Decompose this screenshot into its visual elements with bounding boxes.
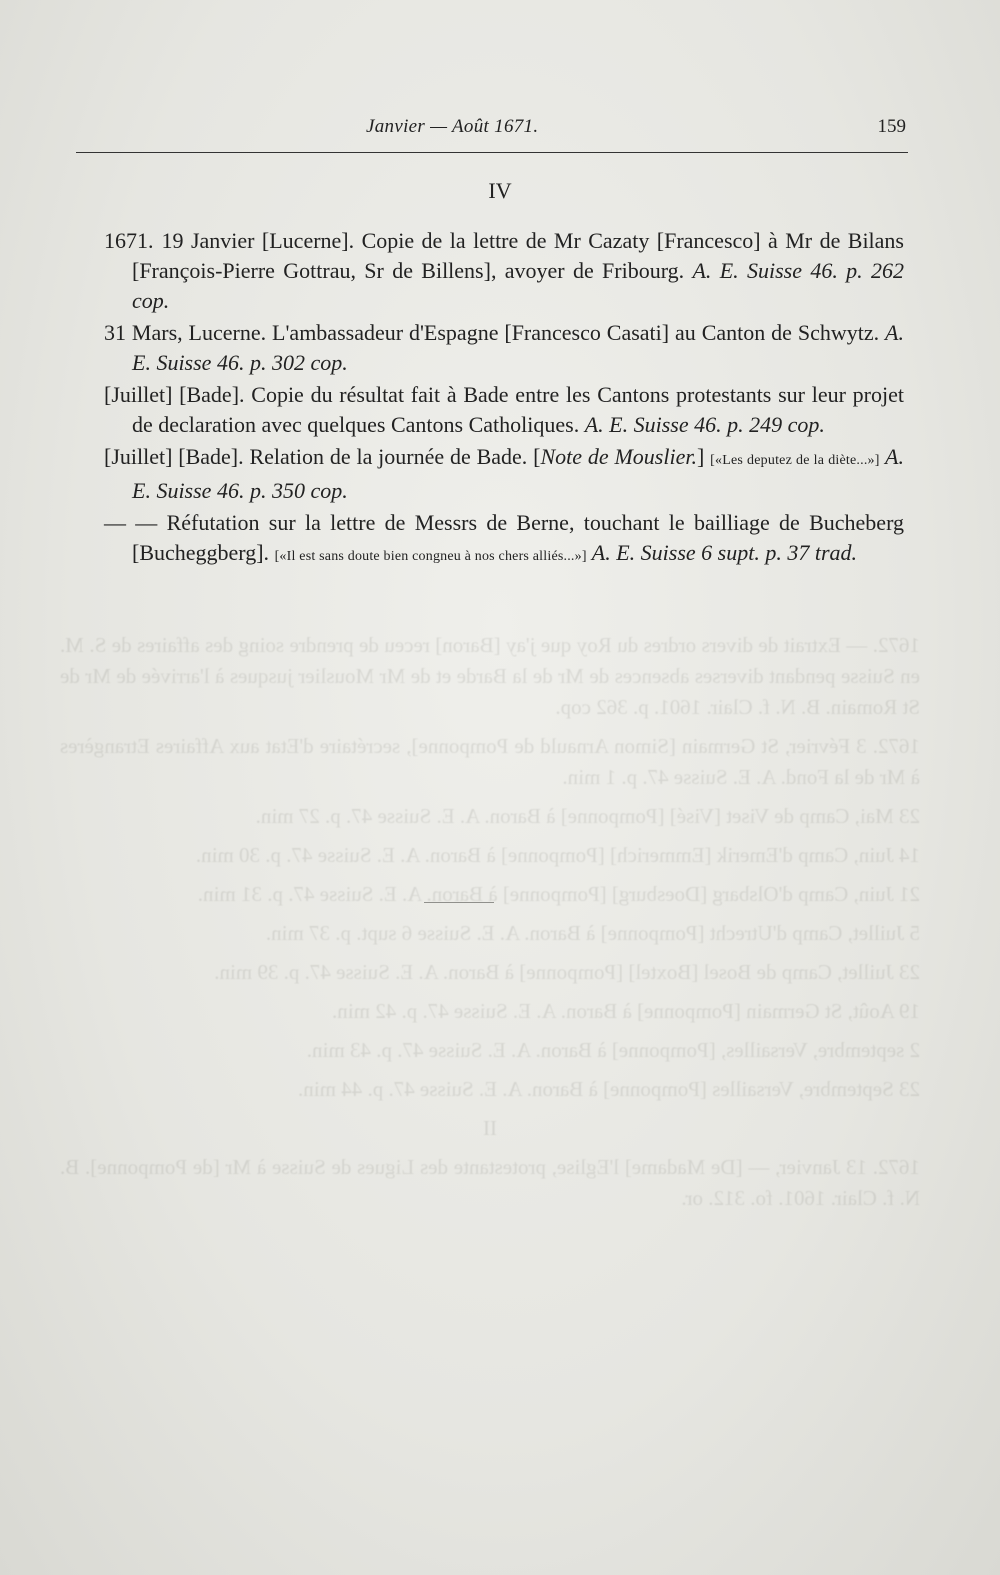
entry [104, 318, 904, 378]
entry-quote: [«Il est sans doute bien congneu à nos chers alliés...»] [274, 549, 587, 564]
entry-text: ] [696, 444, 711, 469]
entry-text: Relation de la journée de Bade. [ [243, 444, 541, 469]
ghost-line: 23 Septembre, Versailles [Pomponne] à Baron. A. E. Suisse 47. p. 44 min. [298, 1077, 920, 1101]
entry-reference: A. E. Suisse 46. p. 302 cop. [132, 320, 904, 375]
entry-reference: A. E. Suisse 6 supt. p. 37 trad. [586, 540, 858, 565]
entry [76, 226, 904, 316]
entry-note: Note de Mouslier. [540, 444, 697, 469]
page-header [76, 116, 906, 144]
entry [104, 508, 904, 572]
entry-text: Réfutation sur la lettre de Messrs de Berne, touchant le bailliage de Bucheberg [Bucheggberg]. [132, 510, 904, 565]
entry-date: — — [104, 510, 158, 535]
ghost-line: 21 Juin, Camp d'Olsbarg [Doesburg] [Pomponne] à Baron. A. E. Suisse 47. p. 31 min. [197, 882, 920, 906]
entry-reference: A. E. Suisse 46. p. 249 cop. [584, 412, 825, 437]
ghost-line: 5 Juillet, Camp d'Utrecht [Pomponne] à Baron. A. E. Suisse 6 supt. p. 37 min. [265, 921, 920, 945]
entries-list [104, 226, 904, 574]
ghost-line: 23 Juillet, Camp de Bosel [Boxtel] [Pomponne] à Baron. A. E. Suisse 47. p. 39 min. [214, 960, 920, 984]
header-rule [76, 152, 908, 153]
entry-text: L'ambassadeur d'Espagne [Francesco Casati] au Canton de Schwytz. [266, 320, 886, 345]
entry-quote: [«Les deputez de la diète...»] [710, 453, 880, 468]
ghost-line: 19 Août, St Germain [Pomponne] à Baron. A. E. Suisse 47. p. 42 min. [332, 999, 920, 1023]
entry-text: Copie du résultat fait à Bade entre les Cantons protestants sur leur projet de declaration avec quelques Cantons Catholiques. [132, 382, 904, 437]
entry [104, 380, 904, 440]
entry-date: [Juillet] [Bade]. [104, 382, 245, 407]
entry-text: Copie de la lettre de Mr Cazaty [Francesco] à Mr de Bilans [François-Pierre Gottrau, Sr de Billens], avoyer de Fribourg. [132, 228, 904, 283]
ghost-line: 2 septembre, Versailles, [Pomponne] à Baron. A. E. Suisse 47. p. 43 min. [306, 1038, 920, 1062]
ghost-line: 1672. — Extrait de divers ordres du Roy que j'ay [Baron] receu de prendre soing des affaires de S. M. en Suisse pendant diverses absences de Mr de la Barde et de Mr Mouslier jusques à l'arrivée de Mr de St Romain. B. N. f. Clair. 1601. p. 362 cop. [60, 633, 920, 719]
ghost-line: II [483, 1116, 497, 1140]
entry-reference: A. E. Suisse 46. p. 262 cop. [132, 258, 904, 313]
ghost-line: 1672. 3 Février, St Germain [Simon Arnauld de Pomponne], secrétaire d'Etat aux Affaires Etrangères à Mr de la Fond. A. E. Suisse 47. p. 1 min. [60, 734, 920, 789]
entry-reference: A. E. Suisse 46. p. 350 cop. [132, 444, 904, 503]
running-head: Janvier — Août 1671. [366, 116, 539, 137]
ghost-line: 23 Mai, Camp de Viset [Visé] [Pomponne] à Baron. A. E. Suisse 47. p. 27 min. [255, 804, 920, 828]
ghost-line: 14 Juin, Camp d'Emerik [Emmerich] [Pomponne] à Baron. A. E. Suisse 47. p. 30 min. [195, 843, 920, 867]
page-number: 159 [877, 116, 906, 137]
entry-date: [Juillet] [Bade]. [104, 444, 244, 469]
ghost-line: 1672. 13 Janvier, — [De Madame] l'Eglise, protestante des Ligues de Suisse à Mr [de Pomponne]. B. N. f. Clair. 1601. fo. 312. or. [60, 1155, 920, 1210]
entry-year: 1671. [104, 228, 154, 253]
entry-date: 31 Mars, Lucerne. [104, 320, 267, 345]
bleed-through-text [60, 630, 920, 1530]
bleed-through-rule [424, 902, 494, 903]
entry [104, 442, 904, 506]
entry-date: 19 Janvier [Lucerne]. [161, 228, 355, 253]
section-heading: IV [488, 178, 512, 203]
